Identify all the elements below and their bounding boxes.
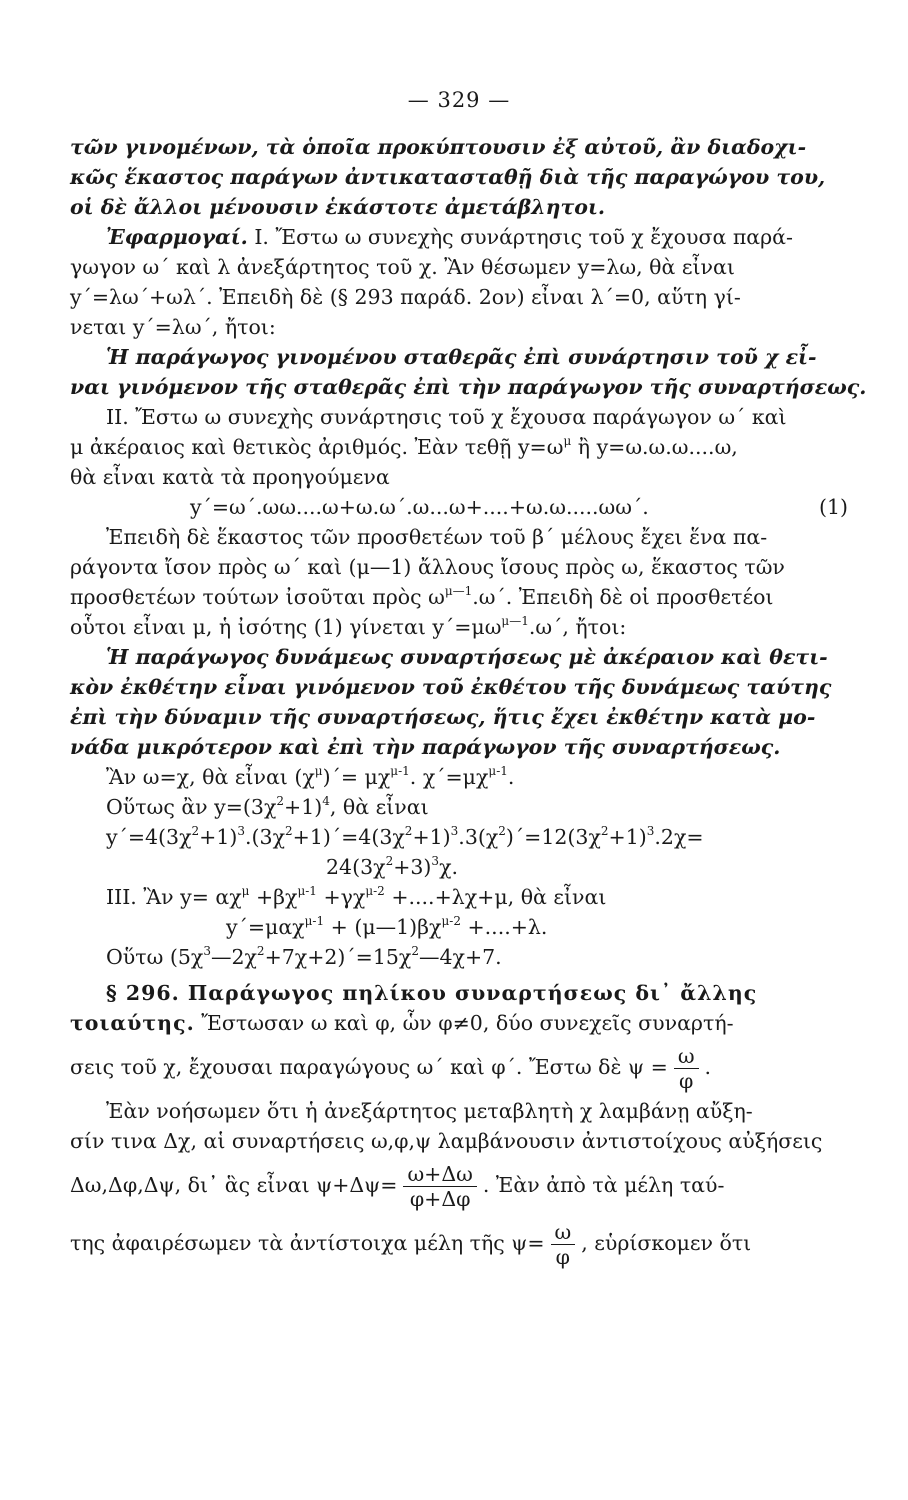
equation-line [70, 912, 848, 942]
text-line [70, 1008, 848, 1038]
exponent: μ-2 [441, 914, 461, 928]
text-span: )΄= μχ [322, 765, 391, 789]
theorem-line: νάδα μικρότερον καὶ ἐπὶ τὴν παράγωγον τῆς συναρτήσεως. [70, 735, 781, 759]
fraction [403, 1162, 476, 1211]
theorem-line: κὸν ἐκθέτην εἶναι γινόμενον τοῦ ἐκθέτου τῆς δυνάμεως ταύτης [70, 675, 832, 699]
section-heading: § 296. Παράγωγος πηλίκου συναρτήσεως δι᾽ ἄλλης [106, 981, 758, 1005]
text-line-with-fraction [70, 1156, 848, 1214]
text-span: χ. [439, 855, 459, 879]
applications-heading-line [70, 222, 848, 252]
equation-line [70, 822, 848, 852]
equation-line [70, 492, 848, 522]
exponent: μ—1 [501, 614, 529, 628]
exponent: 4 [322, 794, 330, 808]
text-span: +1) [284, 795, 323, 819]
text-span: 24(3χ [326, 855, 386, 879]
fraction-denominator: φ [679, 1069, 694, 1093]
text-line: ράγοντα ἴσον πρὸς ω΄ καὶ (μ—1) ἄλλους ἴσους πρὸς ω, ἕκαστος τῶν [70, 555, 785, 579]
page-number: — 329 — [407, 88, 511, 112]
exponent: 2 [600, 824, 609, 838]
text-span: . Ἐὰν ἀπὸ τὰ μέλη ταύ- [482, 1173, 725, 1197]
text-span: . [704, 1055, 712, 1079]
equation-line [70, 852, 848, 882]
text-span: +3) [393, 855, 432, 879]
text-span: οὗτοι εἶναι μ, ἡ ἰσότης (1) γίνεται y΄=μω [70, 615, 502, 639]
text-span: +1) [412, 825, 451, 849]
text-line [70, 432, 848, 462]
text-span: προσθετέων τούτων ἰσοῦται πρὸς ω [70, 585, 445, 609]
text-span: , θὰ εἶναι [329, 795, 429, 819]
exponent: 3 [431, 854, 440, 868]
text-span: , εὑρίσκομεν ὅτι [581, 1231, 752, 1255]
exponent: 3 [450, 824, 459, 838]
fraction-numerator: ω [674, 1044, 699, 1069]
exponent: μ-1 [390, 764, 410, 778]
text-span: Οὕτω (5χ [106, 945, 204, 969]
text-span: Ἂν ω=χ, θὰ εἶναι (χ [106, 765, 315, 789]
equation-line [70, 882, 848, 912]
exponent: 2 [276, 794, 285, 808]
exponent: 2 [411, 944, 419, 958]
exponent: 2 [498, 824, 506, 838]
exponent: 3 [646, 824, 655, 838]
theorem-line: Ἡ παράγωγος δυνάμεως συναρτήσεως μὲ ἀκέραιον καὶ θετι- [106, 645, 828, 669]
exponent: 2 [285, 824, 293, 838]
exponent: μ [314, 764, 323, 778]
exponent: 2 [385, 854, 394, 868]
text-line [70, 582, 848, 612]
text-span: .(3χ [245, 825, 285, 849]
text-line: y΄=λω΄+ωλ΄. Ἐπειδὴ δὲ (§ 293 παράδ. 2ον) εἶναι λ΄=0, αὕτη γί- [70, 285, 741, 309]
text-span: y΄=μαχ [226, 915, 305, 939]
text-line [70, 612, 848, 642]
text-line: Ἐπειδὴ δὲ ἕκαστος τῶν προσθετέων τοῦ β΄ μέλους ἔχει ἕνα πα- [106, 525, 768, 549]
text-span: Δω,Δφ,Δψ, δι᾽ ἃς εἶναι ψ+Δψ= [70, 1173, 398, 1197]
text-span: y΄=4(3χ [106, 825, 192, 849]
text-span: . [507, 765, 515, 789]
exponent: 2 [404, 824, 413, 838]
fraction [674, 1044, 699, 1093]
text-span: .2χ= [654, 825, 704, 849]
text-span: μ ἀκέραιος καὶ θετικὸς ἀριθμός. Ἐὰν τεθῇ y=ω [70, 435, 564, 459]
fraction-numerator: ω+Δω [403, 1162, 476, 1187]
exponent: 3 [237, 824, 246, 838]
fraction-denominator: φ+Δφ [409, 1187, 471, 1211]
text-span: +....+λ. [460, 915, 548, 939]
exponent: 3 [203, 944, 211, 958]
text-line: σίν τινα Δχ, αἱ συναρτήσεις ω,φ,ψ λαμβάνουσιν ἀντιστοίχους αὐξήσεις [70, 1129, 823, 1153]
text-span: σεις τοῦ χ, ἔχουσαι παραγώγους ω΄ καὶ φ΄. Ἔστω δὲ ψ = [70, 1055, 668, 1079]
text-span: +7χ+2)΄=15χ [264, 945, 412, 969]
exponent: μ [563, 434, 572, 448]
exponent: μ-1 [304, 914, 325, 928]
text-line-with-fraction [70, 1214, 848, 1272]
text-span: της ἀφαιρέσωμεν τὰ ἀντίστοιχα μέλη τῆς ψ= [70, 1231, 545, 1255]
fraction-numerator: ω [551, 1220, 576, 1245]
text-span: Ἔστωσαν ω καὶ φ, ὧν φ≠0, δύο συνεχεῖς συναρτή- [194, 1011, 734, 1035]
exponent: μ-1 [297, 884, 317, 898]
exponent: 2 [191, 824, 200, 838]
text-span: ἢ y=ω.ω.ω....ω, [571, 435, 738, 459]
text-line: γωγον ω΄ καὶ λ ἀνεξάρτητος τοῦ χ. Ἂν θέσωμεν y=λω, θὰ εἶναι [70, 255, 735, 279]
fraction-denominator: φ [555, 1245, 571, 1269]
text-span: . χ΄=μχ [409, 765, 489, 789]
fraction [551, 1220, 576, 1269]
text-line-with-fraction [70, 1038, 848, 1096]
text-span: —4χ+7. [419, 945, 502, 969]
exponent: μ [241, 884, 250, 898]
text-span: .ω΄, ἤτοι: [528, 615, 627, 639]
equation-line [70, 942, 848, 972]
applications-heading: Ἐφαρμογαί. [106, 225, 248, 249]
theorem-line: Ἡ παράγωγος γινομένου σταθερᾶς ἐπὶ συνάρτησιν τοῦ χ εἶ- [106, 345, 817, 369]
section-heading-cont: τοιαύτης. [70, 1011, 195, 1035]
text-span: +1) [608, 825, 647, 849]
text-line: κῶς ἕκαστος παράγων ἀντικατασταθῇ διὰ τῆς παραγώγου του, [70, 165, 826, 189]
text-span: Ι. Ἔστω ω συνεχὴς συνάρτησις τοῦ χ ἔχουσα παρά- [247, 225, 793, 249]
theorem-line: ναι γινόμενον τῆς σταθερᾶς ἐπὶ τὴν παράγωγον τῆς συναρτήσεως. [70, 375, 867, 399]
equation-line [70, 792, 848, 822]
text-line: τῶν γινομένων, τὰ ὁποῖα προκύπτουσιν ἐξ αὐτοῦ, ἂν διαδοχι- [70, 135, 807, 159]
exponent: μ-1 [488, 764, 508, 778]
equation-number: (1) [818, 495, 848, 519]
exponent: 2 [256, 944, 265, 958]
text-span: Οὕτως ἂν y=(3χ [106, 795, 277, 819]
text-span: +βχ [249, 885, 298, 909]
text-span: +1) [199, 825, 238, 849]
equation: y΄=ω΄.ωω....ω+ω.ω΄.ω...ω+....+ω.ω.....ωω΄. [190, 495, 649, 519]
text-span: )΄=12(3χ [505, 825, 601, 849]
text-line: Ἐὰν νοήσωμεν ὅτι ἡ ἀνεξάρτητος μεταβλητὴ χ λαμβάνῃ αὔξη- [106, 1099, 753, 1123]
exponent: μ—1 [444, 584, 473, 598]
text-line: νεται y΄=λω΄, ἤτοι: [70, 315, 276, 339]
text-span: ΙΙΙ. Ἂν y= αχ [106, 885, 242, 909]
text-span: + (μ—1)βχ [324, 915, 442, 939]
equation-line [70, 762, 848, 792]
exponent: μ-2 [365, 884, 385, 898]
text-span: +1)΄=4(3χ [292, 825, 405, 849]
theorem-line: ἐπὶ τὴν δύναμιν τῆς συναρτήσεως, ἥτις ἔχει ἐκθέτην κατὰ μο- [70, 705, 816, 729]
text-span: .3(χ [458, 825, 499, 849]
text-span: +....+λχ+μ, θὰ εἶναι [384, 885, 607, 909]
text-span: +γχ [316, 885, 366, 909]
text-line: θὰ εἶναι κατὰ τὰ προηγούμενα [70, 465, 390, 489]
text-span: .ω΄. Ἐπειδὴ δὲ οἱ προσθετέοι [472, 585, 774, 609]
text-line: οἱ δὲ ἄλλοι μένουσιν ἑκάστοτε ἀμετάβλητοι. [70, 195, 606, 219]
text-line: ΙΙ. Ἔστω ω συνεχὴς συνάρτησις τοῦ χ ἔχουσα παράγωγον ω΄ καὶ [106, 405, 787, 429]
text-span: —2χ [210, 945, 257, 969]
